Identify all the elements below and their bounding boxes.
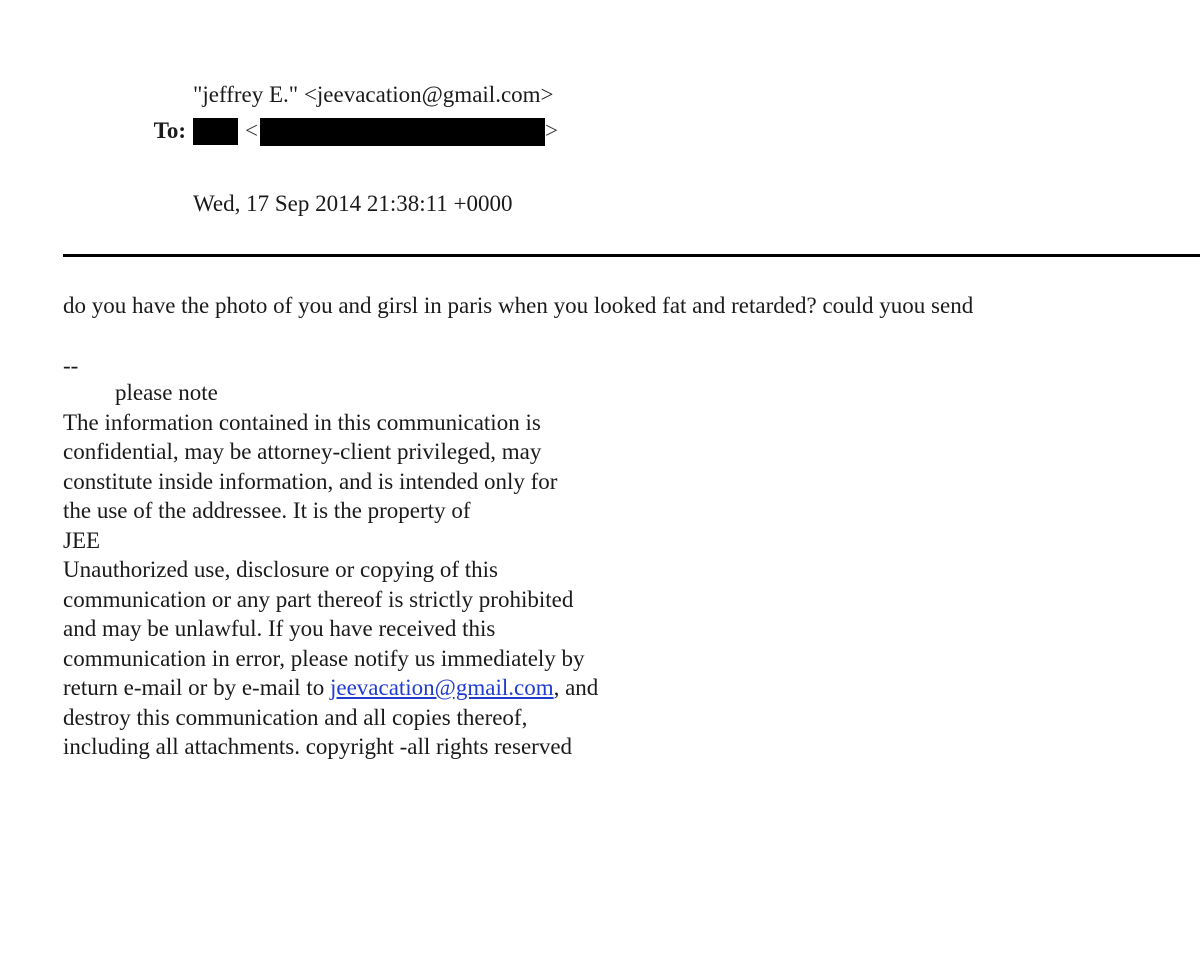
return-prefix: return e-mail or by e-mail to [63, 675, 330, 700]
disclaimer-line: communication in error, please notify us immediately by [63, 645, 585, 671]
disclaimer-line: destroy this communication and all copies thereof, [63, 704, 528, 730]
signature-separator: -- [63, 353, 79, 378]
redacted-recipient-email [260, 118, 545, 146]
disclaimer-line: communication or any part thereof is strictly prohibited [63, 586, 574, 612]
disclaimer-line: confidential, may be attorney-client privileged, may [63, 439, 542, 464]
redacted-recipient-name [193, 118, 238, 145]
disclaimer-line: including all attachments. copyright -all rights reserved [63, 734, 573, 759]
confidentiality-disclaimer [63, 378, 598, 762]
from-value: "jeffrey E." <jeevacation@gmail.com> [193, 82, 554, 107]
disclaimer-line: JEE [63, 527, 101, 553]
to-close-bracket: > [545, 118, 558, 143]
disclaimer-line: and may be unlawful. If you have received this [63, 616, 496, 641]
return-suffix: , and [553, 675, 599, 700]
header-divider [63, 254, 1200, 257]
disclaimer-line: The information contained in this communication is [63, 409, 541, 435]
to-label: To: [153, 118, 186, 143]
email-link[interactable]: jeevacation@gmail.com [329, 675, 554, 700]
disclaimer-line: constitute inside information, and is intended only for [63, 468, 558, 494]
disclaimer-line: the use of the addressee. It is the property of [63, 498, 471, 523]
to-open-bracket: < [245, 118, 258, 143]
please-note-line: please note [115, 380, 218, 405]
message-body: do you have the photo of you and girsl in paris when you looked fat and retarded? could yuou send [63, 293, 974, 318]
date-value: Wed, 17 Sep 2014 21:38:11 +0000 [193, 191, 513, 216]
disclaimer-line: Unauthorized use, disclosure or copying of this [63, 557, 498, 582]
return-email-line [63, 673, 598, 703]
to-row [0, 114, 1200, 148]
